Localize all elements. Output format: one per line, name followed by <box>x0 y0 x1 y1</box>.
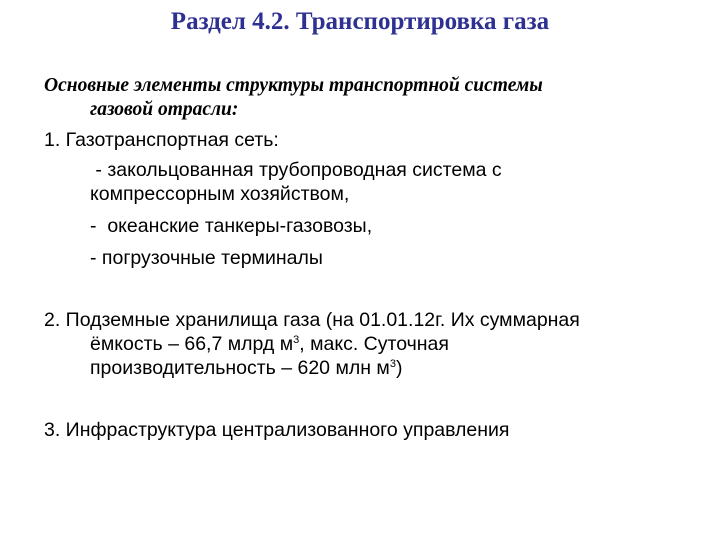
item-2-line-2-sup: 3 <box>293 334 300 346</box>
item-2-line-3-b: ) <box>395 357 403 379</box>
item-3 <box>44 418 684 442</box>
item-2-line-1: 2. Подземные хранилища газа (на 01.01.12г. Их суммарная <box>44 309 580 331</box>
item-1-sub-2 <box>44 214 684 238</box>
intro-text <box>44 74 684 122</box>
item-2-line-2 <box>44 332 684 356</box>
item-2-line-3-a: производительность – 620 млн м <box>90 357 390 379</box>
intro-line-1: Основные элементы структуры транспортной системы <box>44 75 543 96</box>
item-1 <box>44 128 684 152</box>
item-2 <box>44 308 684 380</box>
item-2-line-3 <box>44 356 684 380</box>
intro-line-2: газовой отрасли: <box>90 99 239 120</box>
slide-title: Раздел 4.2. Транспортировка газа <box>170 8 550 35</box>
item-1-sub-3 <box>44 246 684 270</box>
item-2-line-2-b: , макс. Суточная <box>299 333 449 355</box>
item-1-sub-1-line-2: компрессорным хозяйством, <box>90 183 350 205</box>
item-1-sub-3-text: - погрузочные терминалы <box>90 247 323 269</box>
item-3-text: 3. Инфраструктура централизованного управления <box>44 419 510 441</box>
item-2-line-3-sup: 3 <box>389 358 396 370</box>
item-1-sub-1 <box>44 158 684 206</box>
item-2-line-2-a: ёмкость – 66,7 млрд м <box>90 333 294 355</box>
item-1-heading: 1. Газотранспортная сеть: <box>44 129 279 151</box>
slide-content <box>44 74 684 442</box>
item-1-sub-1-line-1: - закольцованная трубопроводная система с <box>90 159 502 181</box>
item-1-sub-2-text: - океанские танкеры-газовозы, <box>90 215 373 237</box>
